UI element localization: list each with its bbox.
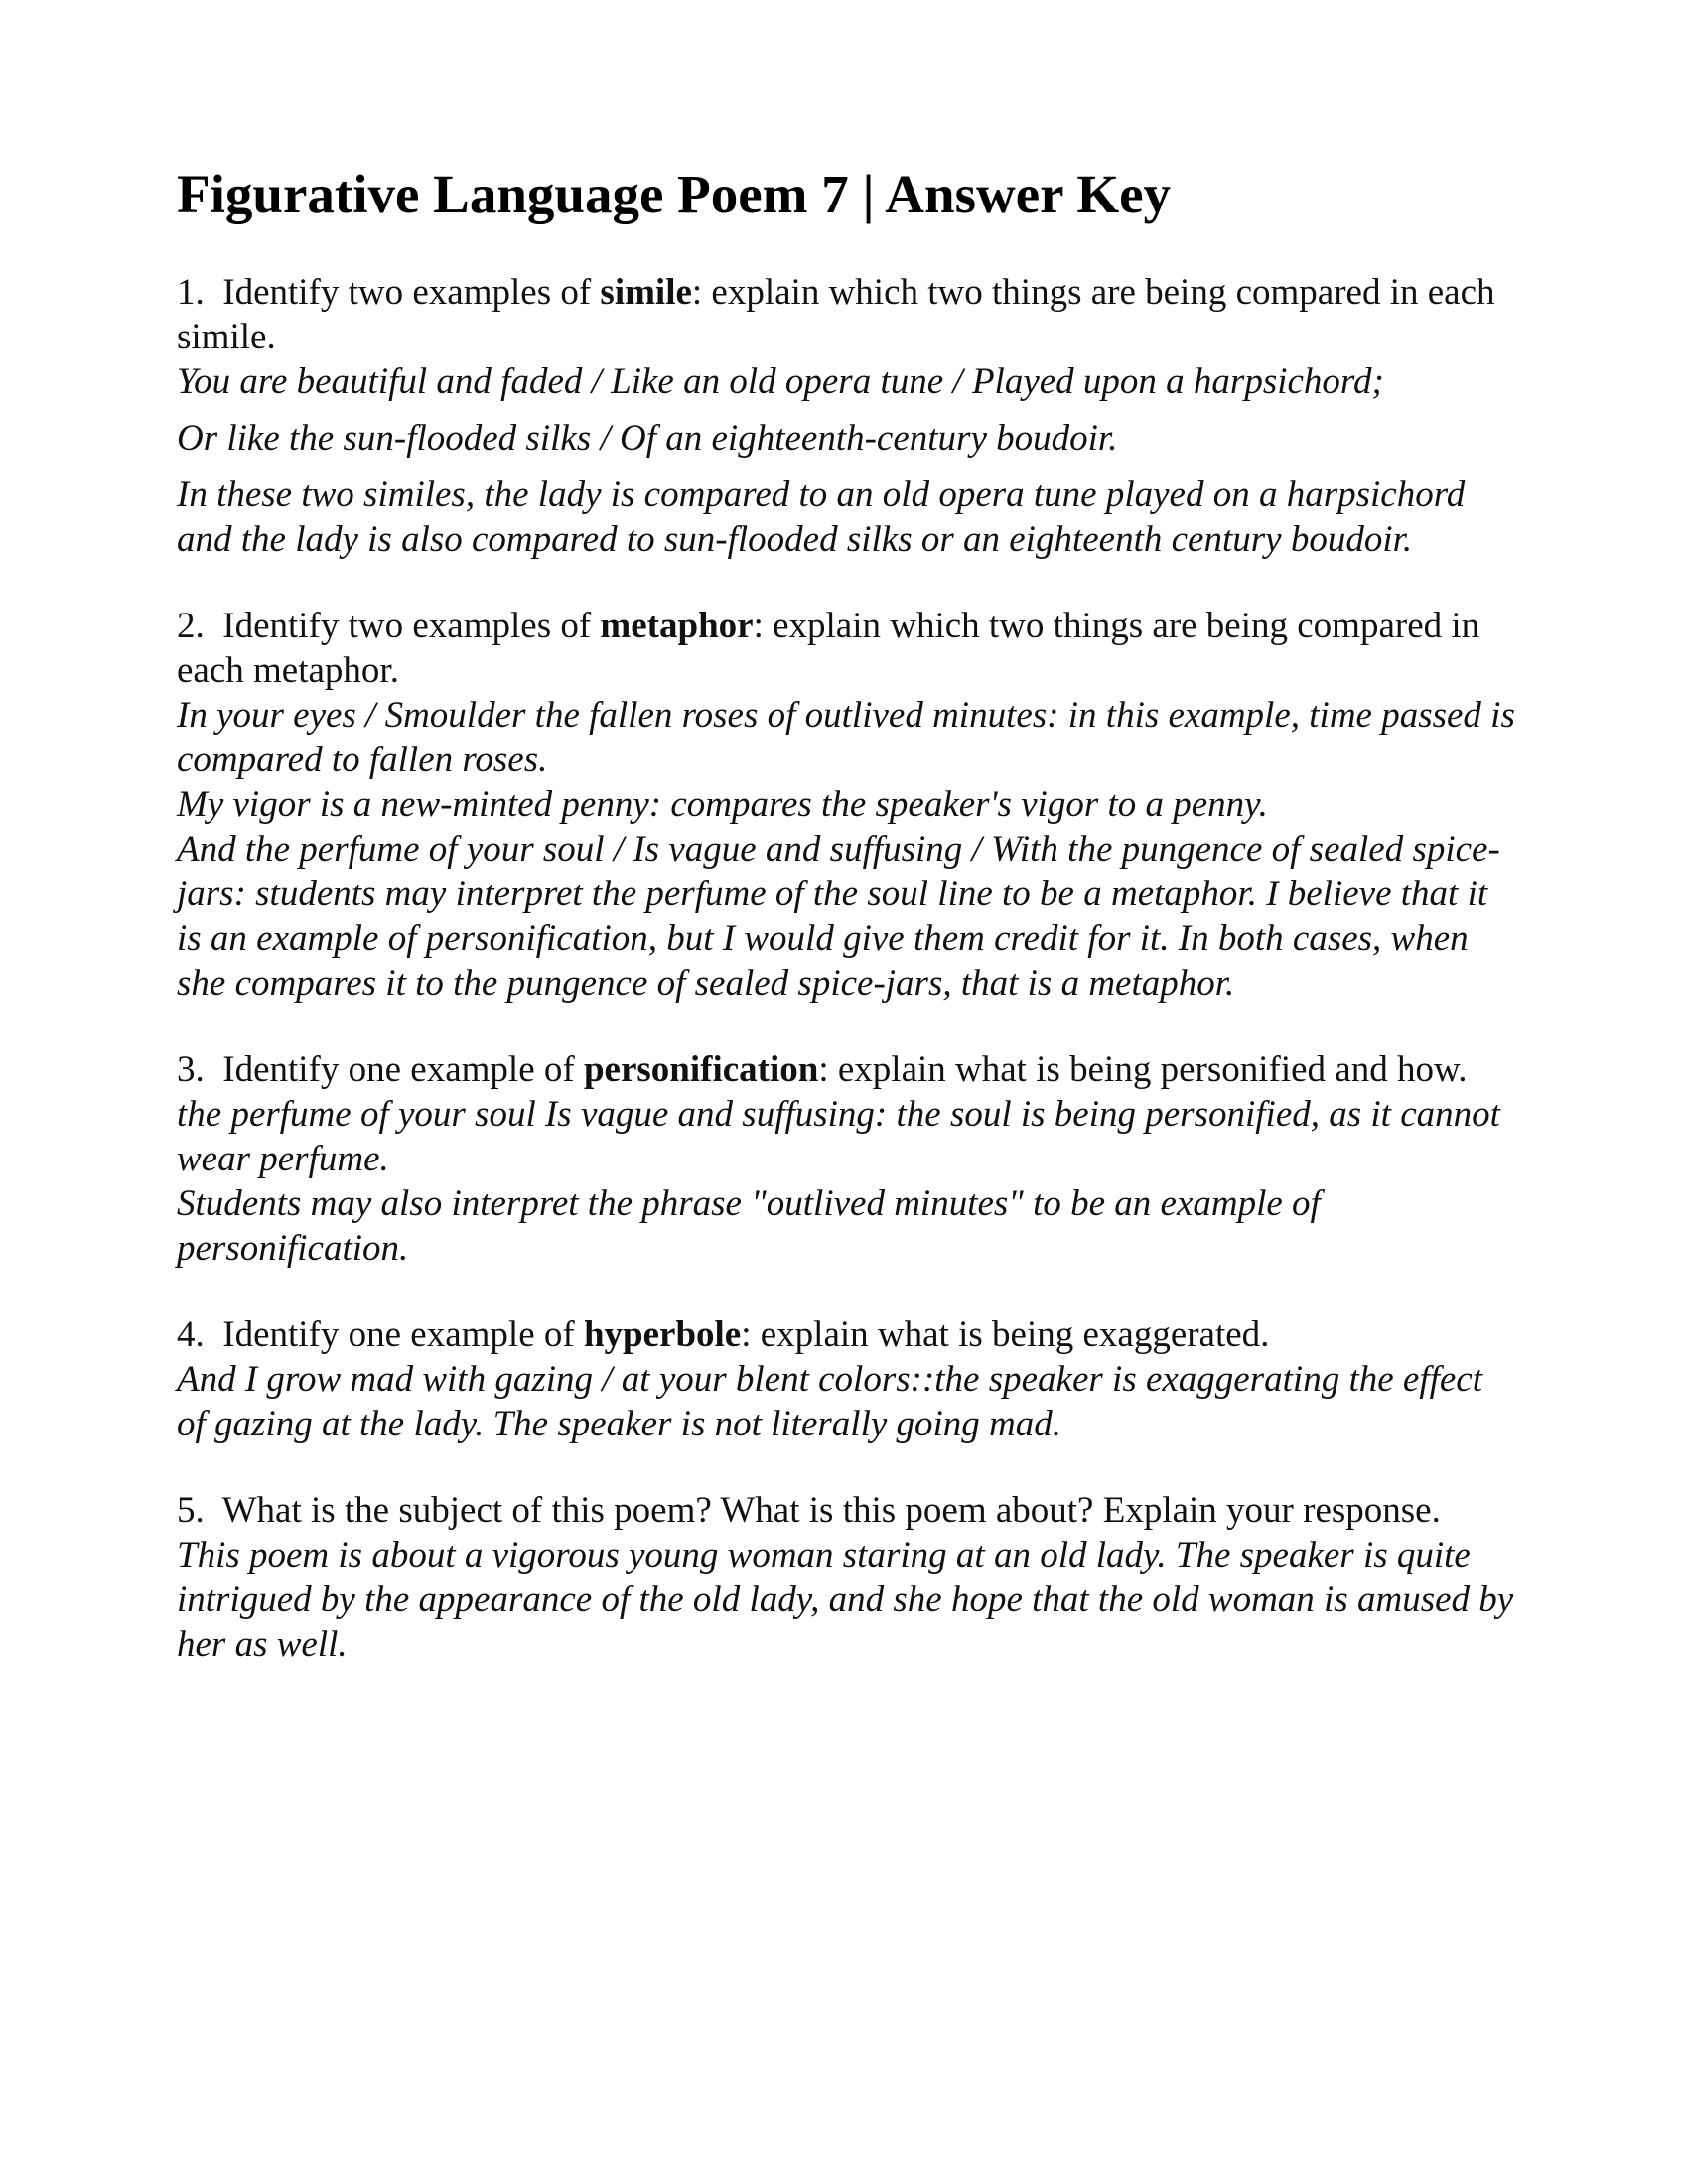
question-4: [177, 1312, 1517, 1446]
page-title: Figurative Language Poem 7 | Answer Key: [177, 164, 1172, 224]
question-number: 2.: [177, 606, 205, 646]
question-number: 3.: [177, 1049, 205, 1090]
answer-line: My vigor is a new-minted penny: compares the speaker's vigor to a penny.: [177, 784, 1268, 825]
answer-line: And the perfume of your soul / Is vague and suffusing / With the pungence of sealed spice-jars: students may interpret the perfume of the soul line to be a metaphor. I believe that it is an example of personification, but I would give them credit for it. In both cases, when she compares it to the pungence of sealed spice-jars, that is a metaphor.: [177, 829, 1500, 1004]
answer-line: Or like the sun-flooded silks / Of an eighteenth-century boudoir.: [177, 418, 1118, 459]
figurative-term: simile: [600, 272, 692, 313]
figurative-term: personification: [583, 1049, 819, 1090]
prompt-text-after: : explain which two things are being compared in each metaphor.: [177, 606, 1480, 691]
figurative-term: hyperbole: [583, 1314, 742, 1355]
prompt-text-before: Identify one example of: [222, 1049, 584, 1090]
question-1: [177, 270, 1517, 562]
answer-line: Students may also interpret the phrase "outlived minutes" to be an example of personification.: [177, 1183, 1321, 1269]
question-3: [177, 1047, 1517, 1271]
prompt-text-before: What is the subject of this poem? What is this poem about? Explain your response.: [221, 1490, 1441, 1531]
prompt-text-after: : explain what is being exaggerated.: [741, 1314, 1270, 1355]
figurative-term: metaphor: [600, 606, 754, 646]
question-number: 5.: [177, 1490, 205, 1531]
prompt-text-before: Identify two examples of: [222, 272, 601, 313]
prompt-text-before: Identify one example of: [222, 1314, 584, 1355]
answer-line: And I grow mad with gazing / at your blent colors::the speaker is exaggerating the effect of gazing at the lady. The speaker is not literally going mad.: [177, 1359, 1482, 1444]
answer-line: This poem is about a vigorous young woman staring at an old lady. The speaker is quite intrigued by the appearance of the old lady, and she hope that the old woman is amused by her as well.: [177, 1535, 1514, 1665]
question-prompt: [177, 604, 1517, 693]
prompt-text-after: : explain what is being personified and how.: [818, 1049, 1468, 1090]
question-number: 4.: [177, 1314, 205, 1355]
question-prompt: [177, 1312, 1517, 1357]
answer-line: the perfume of your soul Is vague and suffusing: the soul is being personified, as it cannot wear perfume.: [177, 1094, 1500, 1179]
prompt-text-before: Identify two examples of: [222, 606, 601, 646]
worksheet-page: [177, 157, 1517, 1708]
answer-line: In these two similes, the lady is compared to an old opera tune played on a harpsichord and the lady is also compared to sun-flooded silks or an eighteenth century boudoir.: [177, 475, 1466, 560]
question-2: [177, 604, 1517, 1006]
question-prompt: [177, 1047, 1517, 1092]
question-prompt: [177, 270, 1517, 359]
question-number: 1.: [177, 272, 205, 313]
question-prompt: [177, 1488, 1517, 1533]
question-5: [177, 1488, 1517, 1667]
prompt-text-after: : explain which two things are being compared in each simile.: [177, 272, 1495, 357]
answer-line: You are beautiful and faded / Like an old opera tune / Played upon a harpsichord;: [177, 361, 1384, 402]
answer-line: In your eyes / Smoulder the fallen roses of outlived minutes: in this example, time passed is compared to fallen roses.: [177, 695, 1515, 780]
